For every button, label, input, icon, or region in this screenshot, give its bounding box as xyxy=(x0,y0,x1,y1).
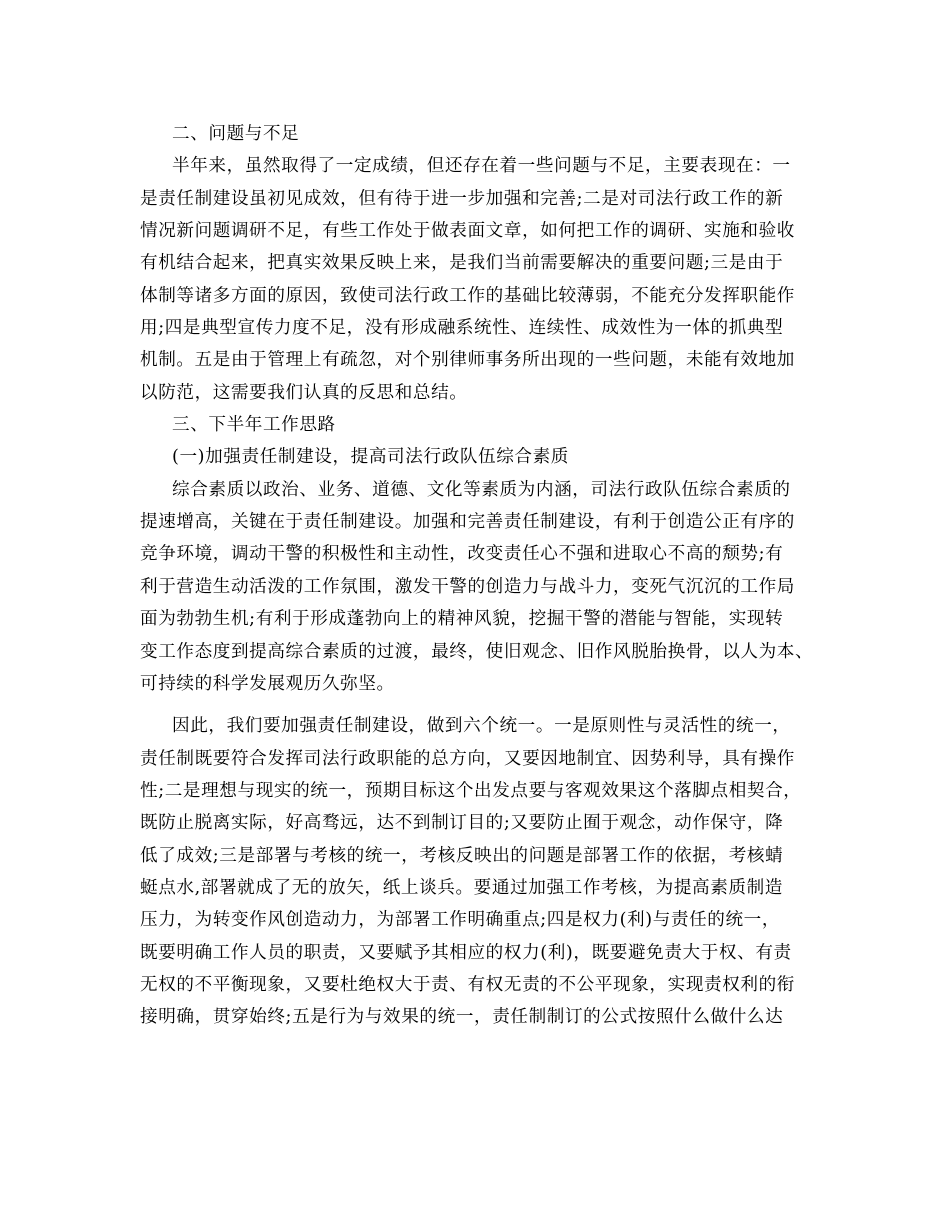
text-line: 用;四是典型宣传力度不足，没有形成融系统性、连续性、成效性为一体的抓典型 xyxy=(140,318,784,339)
section-heading-plan: 三、下半年工作思路 xyxy=(172,415,336,436)
text-line: 有机结合起来，把真实效果反映上来，是我们当前需要解决的重要问题;三是由于 xyxy=(140,253,784,274)
text-line: 竞争环境，调动干警的积极性和主动性，改变责任心不强和进取心不高的颓势;有 xyxy=(140,544,784,565)
text-line: 性;二是理想与现实的统一，预期目标这个出发点要与客观效果这个落脚点相契合， xyxy=(140,780,802,801)
text-line: 综合素质以政治、业务、道德、文化等素质为内涵，司法行政队伍综合素质的 xyxy=(172,479,791,500)
paragraph-spacer xyxy=(140,700,824,710)
text-line: 面为勃勃生机;有利于形成蓬勃向上的精神风貌，挖掘干警的潜能与智能，实现转 xyxy=(140,609,784,630)
paragraph-quality xyxy=(140,474,824,700)
document-body xyxy=(140,118,824,1034)
text-line: 责任制既要符合发挥司法行政职能的总方向，又要因地制宜、因势利导，具有操作 xyxy=(140,748,795,769)
text-line: 既防止脱离实际，好高骛远，达不到制订目的;又要防止囿于观念，动作保守，降 xyxy=(140,813,784,834)
text-line: 蜓点水,部署就成了无的放矢，纸上谈兵。要通过加强工作考核，为提高素质制造 xyxy=(140,877,783,898)
text-line: 机制。五是由于管理上有疏忽，对个别律师事务所出现的一些问题，未能有效地加 xyxy=(140,350,795,371)
text-line: 变工作态度到提高综合素质的过渡，最终，使旧观念、旧作风脱胎换骨，以人为本、 xyxy=(140,641,814,662)
text-line: 体制等诸多方面的原因，致使司法行政工作的基础比较薄弱，不能充分发挥职能作 xyxy=(140,285,795,306)
text-line: 因此，我们要加强责任制建设，做到六个统一。一是原则性与灵活性的统一， xyxy=(172,716,791,737)
text-line: 半年来，虽然取得了一定成绩，但还存在着一些问题与不足，主要表现在：一 xyxy=(172,156,791,177)
text-line: 无权的不平衡现象，又要杜绝权大于责、有权无责的不公平现象，实现责权利的衔 xyxy=(140,974,795,995)
paragraph-problems xyxy=(140,150,824,409)
text-line: 既要明确工作人员的职责，又要赋予其相应的权力(利)，既要避免责大于权、有责 xyxy=(140,942,792,963)
paragraph-six-unities xyxy=(140,710,824,1033)
text-line: 以防范，这需要我们认真的反思和总结。 xyxy=(140,382,468,403)
text-line: 利于营造生动活泼的工作氛围，激发干警的创造力与战斗力，变死气沉沉的工作局 xyxy=(140,576,795,597)
text-line: 低了成效;三是部署与考核的统一，考核反映出的问题是部署工作的依据，考核蜻 xyxy=(140,845,784,866)
subsection-heading-responsibility: (一)加强责任制建设，提高司法行政队伍综合素质 xyxy=(172,447,569,468)
text-line: 接明确，贯穿始终;五是行为与效果的统一，责任制制订的公式按照什么做什么达 xyxy=(140,1007,784,1028)
text-line: 提速增高，关键在于责任制建设。加强和完善责任制建设，有利于创造公正有序的 xyxy=(140,512,795,533)
text-line: 压力，为转变作风创造动力，为部署工作明确重点;四是权力(利)与责任的统一， xyxy=(140,910,781,931)
text-line: 是责任制建设虽初见成效，但有待于进一步加强和完善;二是对司法行政工作的新 xyxy=(140,188,784,209)
text-line: 可持续的科学发展观历久弥坚。 xyxy=(140,673,395,694)
section-heading-problems: 二、问题与不足 xyxy=(172,124,300,144)
text-line: 情况新问题调研不足，有些工作处于做表面文章，如何把工作的调研、实施和验收 xyxy=(140,221,795,242)
